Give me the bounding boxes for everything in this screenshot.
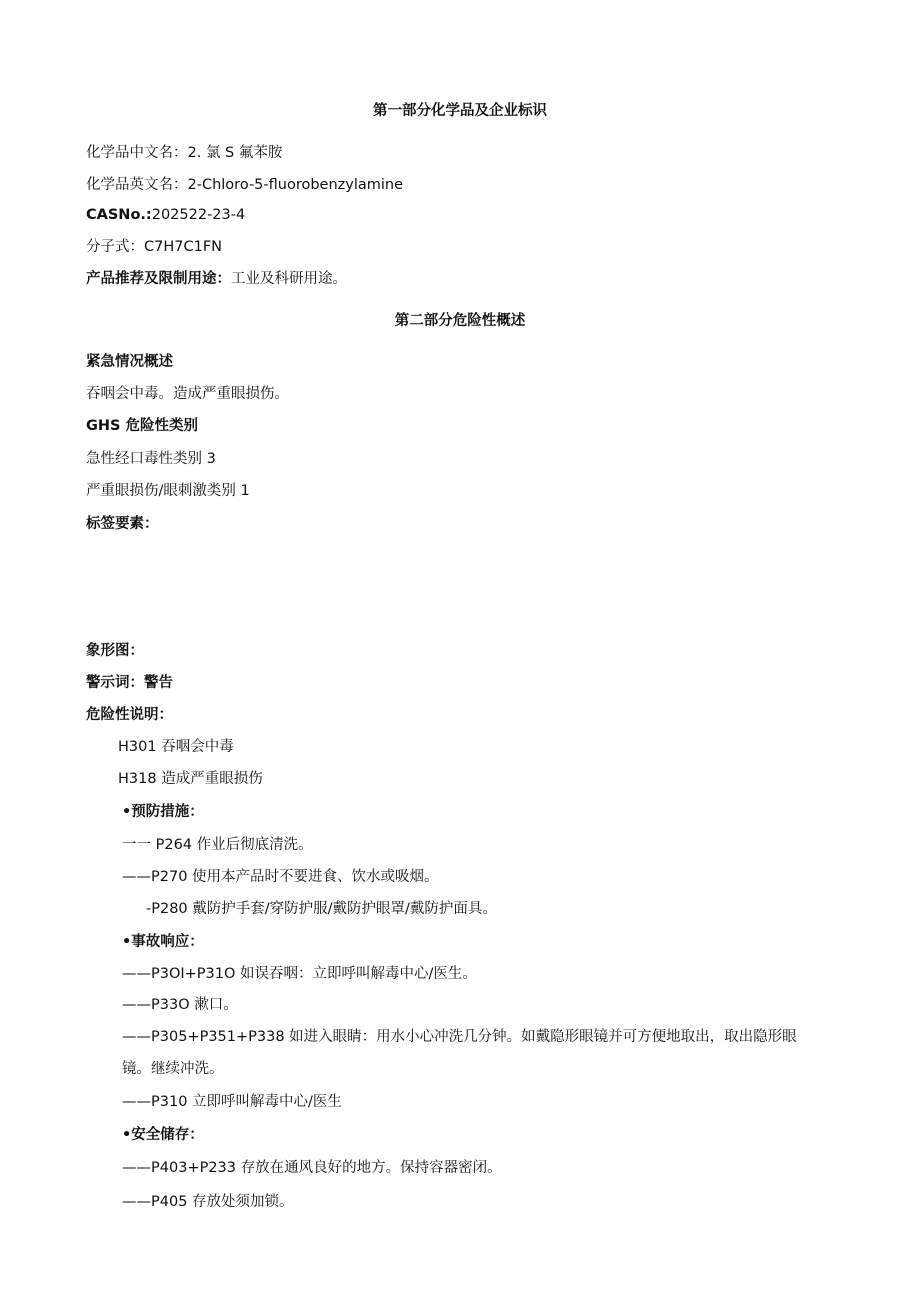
use-row [86, 269, 347, 289]
signal-label: 警示词： [86, 675, 144, 691]
label-elements-heading: 标签要素： [86, 516, 159, 532]
prevention-item: 一一 P264 作业后彻底清洗。 [122, 837, 313, 853]
response-item: ——P3OI+P31O 如误吞咽：立即呼叫解毒中心/医生。 [122, 966, 477, 982]
emergency-text: 吞咽会中毒。造成严重眼损伤。 [86, 386, 289, 402]
prevention-item: -P280 戴防护手套/穿防护服/戴防护眼罩/戴防护面具。 [146, 901, 497, 917]
en-name-value: 2-Chloro-5-fluorobenzylamine [187, 177, 404, 193]
response-item: 镜。继续冲洗。 [122, 1061, 224, 1077]
response-item: ——P310 立即呼叫解毒中心/医生 [122, 1094, 342, 1110]
signal-word-row [86, 673, 173, 693]
storage-item: ——P405 存放处须加锁。 [122, 1194, 294, 1210]
cn-name-label: 化学品中文名： [86, 145, 188, 161]
part2-title: 第二部分危险性概述 [394, 313, 526, 329]
prevention-item: ——P270 使用本产品时不要进食、饮水或吸烟。 [122, 869, 439, 885]
cas-row [86, 205, 245, 225]
cn-name-value: 2. 氯 S 氟苯胺 [187, 145, 283, 161]
formula-value: C7H7C1FN [144, 239, 223, 255]
cas-label: CASNo.: [86, 207, 152, 223]
signal-value: 警告 [144, 675, 173, 691]
storage-heading: •安全储存： [122, 1127, 204, 1143]
hazard-item: H301 吞咽会中毒 [118, 739, 234, 755]
response-item: ——P33O 漱口。 [122, 997, 238, 1013]
cas-value: 202522-23-4 [151, 207, 246, 223]
pictogram-heading: 象形图： [86, 643, 144, 659]
prevention-heading: •预防措施： [122, 804, 204, 820]
storage-item: ——P403+P233 存放在通风良好的地方。保持容器密闭。 [122, 1160, 502, 1176]
ghs-heading: GHS 危险性类别 [86, 418, 199, 434]
formula-row [86, 237, 222, 257]
emergency-heading: 紧急情况概述 [86, 354, 173, 370]
hazard-heading: 危险性说明： [86, 707, 173, 723]
use-value: 工业及科研用途。 [231, 271, 347, 287]
formula-label: 分子式： [86, 239, 144, 255]
en-name-label: 化学品英文名： [86, 177, 188, 193]
en-name-row [86, 175, 403, 195]
part1-title: 第一部分化学品及企业标识 [373, 103, 547, 119]
ghs-item: 急性经口毒性类别 3 [86, 451, 216, 467]
response-item: ——P305+P351+P338 如进入眼睛：用水小心冲洗几分钟。如戴隐形眼镜并可方便地取出，取出隐形眼 [122, 1029, 797, 1045]
use-label: 产品推荐及限制用途： [86, 271, 231, 287]
ghs-item: 严重眼损伤/眼刺激类别 1 [86, 483, 250, 499]
hazard-item: H318 造成严重眼损伤 [118, 771, 263, 787]
response-heading: •事故响应： [122, 934, 204, 950]
cn-name-row [86, 143, 282, 163]
